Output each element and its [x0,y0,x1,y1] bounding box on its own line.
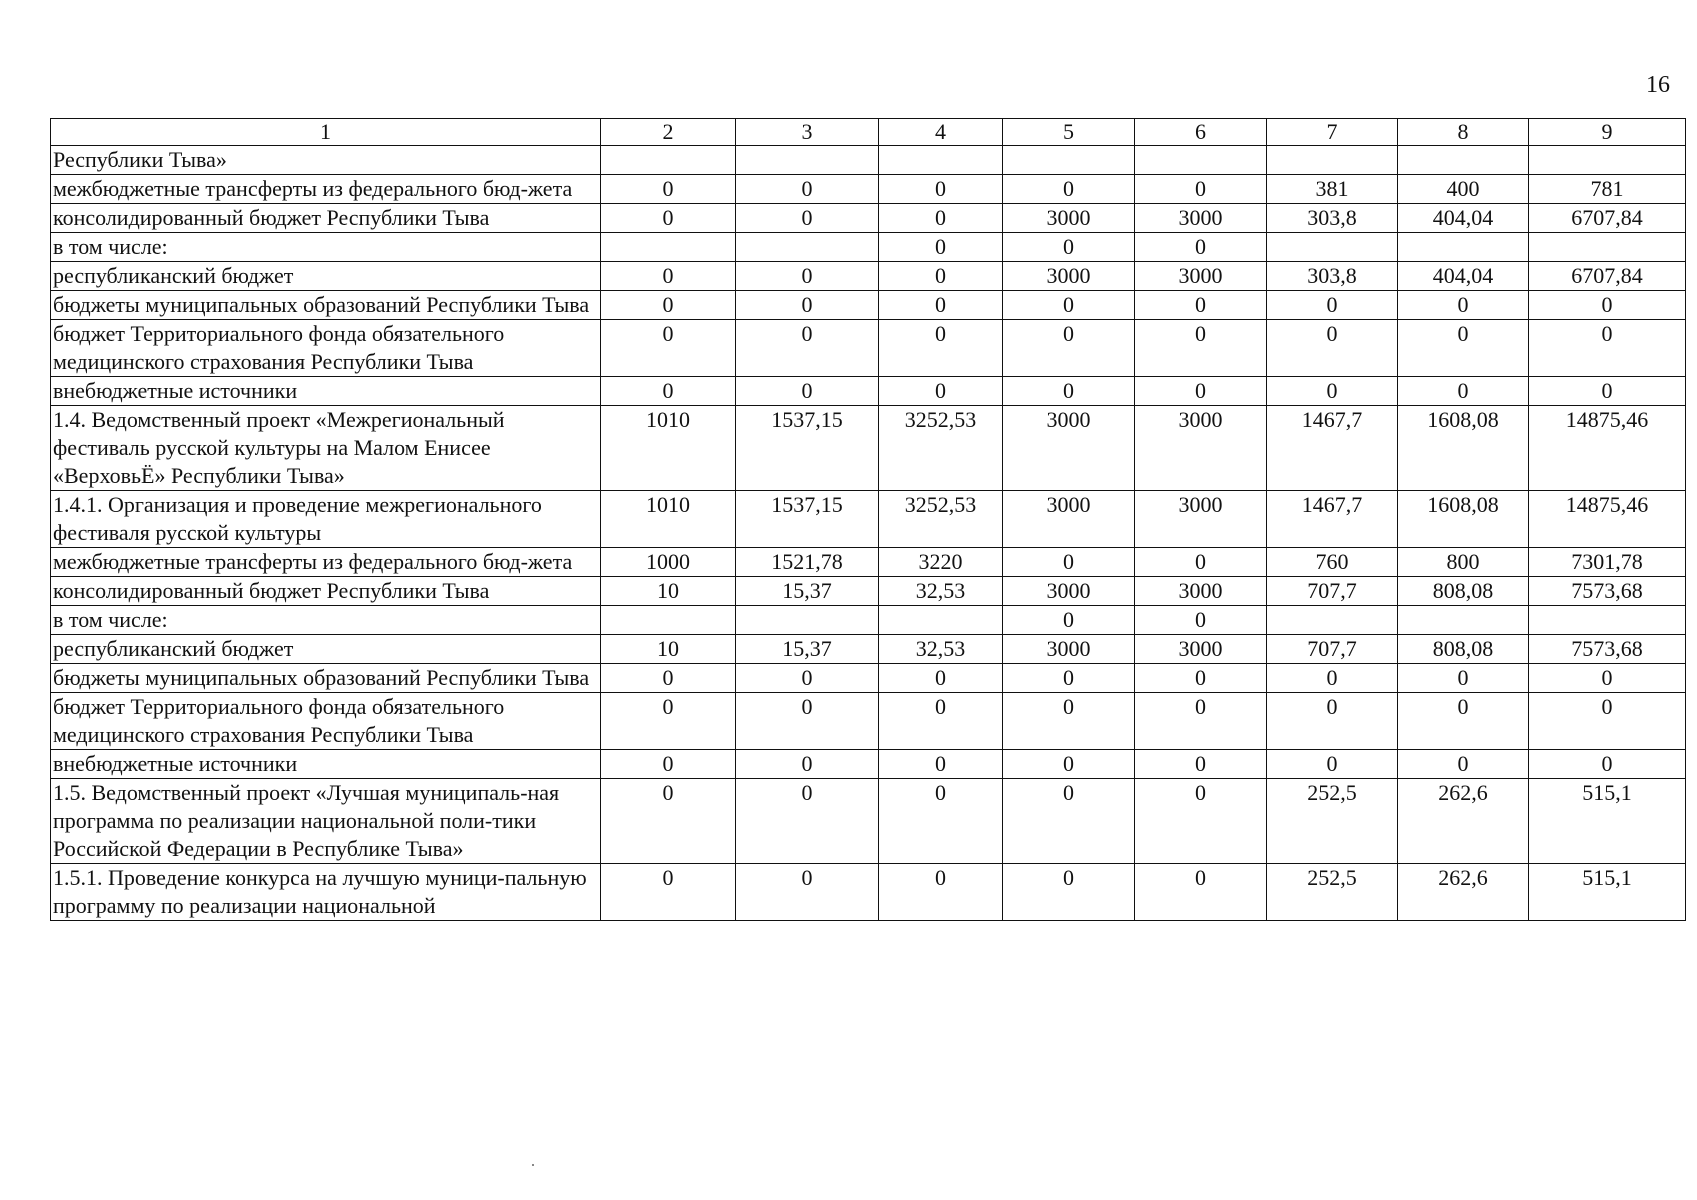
value-cell: 252,5 [1267,779,1398,864]
value-cell: 808,08 [1398,635,1529,664]
table-header-row [51,119,1686,146]
value-cell: 0 [736,693,879,750]
value-cell: 0 [879,233,1003,262]
value-cell: 0 [1529,664,1686,693]
value-cell [736,606,879,635]
value-cell: 0 [1135,291,1267,320]
value-cell [1529,146,1686,175]
table-row [51,635,1686,664]
row-label-cell: внебюджетные источники [51,750,601,779]
column-header: 2 [601,119,736,146]
column-header: 8 [1398,119,1529,146]
value-cell: 0 [879,377,1003,406]
value-cell: 0 [1003,548,1135,577]
value-cell: 0 [1135,664,1267,693]
value-cell [1267,606,1398,635]
value-cell: 0 [1135,864,1267,921]
value-cell: 15,37 [736,577,879,606]
value-cell: 0 [1398,750,1529,779]
row-label-cell: 1.4.1. Организация и проведение межрегионального фестиваля русской культуры [51,491,601,548]
value-cell [1267,146,1398,175]
value-cell: 0 [1003,377,1135,406]
value-cell: 515,1 [1529,779,1686,864]
value-cell: 0 [1135,693,1267,750]
page-number: 16 [1646,72,1670,98]
row-label-cell: бюджет Территориального фонда обязательного медицинского страхования Республики Тыва [51,320,601,377]
value-cell: 3000 [1003,635,1135,664]
value-cell: 0 [879,262,1003,291]
value-cell: 0 [736,779,879,864]
value-cell [1529,233,1686,262]
value-cell: 0 [601,693,736,750]
value-cell: 0 [1003,320,1135,377]
value-cell: 0 [1135,548,1267,577]
value-cell: 3000 [1135,406,1267,491]
table-row [51,664,1686,693]
value-cell [1529,606,1686,635]
value-cell: 0 [1135,175,1267,204]
value-cell: 32,53 [879,635,1003,664]
table-row [51,491,1686,548]
value-cell: 0 [1003,779,1135,864]
value-cell: 0 [601,291,736,320]
value-cell: 0 [1529,320,1686,377]
value-cell: 0 [1398,377,1529,406]
value-cell: 0 [1135,606,1267,635]
table-row [51,291,1686,320]
table-row [51,779,1686,864]
table-row [51,693,1686,750]
value-cell: 3000 [1003,406,1135,491]
value-cell: 0 [601,779,736,864]
value-cell: 3000 [1135,491,1267,548]
value-cell: 0 [736,262,879,291]
table-row [51,262,1686,291]
value-cell: 3000 [1135,577,1267,606]
table-row [51,548,1686,577]
value-cell: 252,5 [1267,864,1398,921]
value-cell [879,146,1003,175]
value-cell: 0 [736,291,879,320]
value-cell: 0 [1003,664,1135,693]
value-cell: 7301,78 [1529,548,1686,577]
value-cell: 3000 [1003,577,1135,606]
value-cell: 1537,15 [736,406,879,491]
value-cell: 0 [736,664,879,693]
value-cell: 3252,53 [879,491,1003,548]
value-cell [736,146,879,175]
value-cell [1135,146,1267,175]
value-cell: 0 [601,262,736,291]
row-label-cell: консолидированный бюджет Республики Тыва [51,577,601,606]
value-cell: 0 [1529,377,1686,406]
row-label-cell: 1.5. Ведомственный проект «Лучшая муниципаль-ная программа по реализации национальной поли-тики Российской Федерации в Республике Тыва» [51,779,601,864]
value-cell: 0 [1398,320,1529,377]
value-cell: 381 [1267,175,1398,204]
value-cell: 0 [1267,664,1398,693]
value-cell: 0 [1267,291,1398,320]
value-cell: 800 [1398,548,1529,577]
value-cell: 400 [1398,175,1529,204]
row-label-cell: межбюджетные трансферты из федерального бюд-жета [51,175,601,204]
value-cell [1398,146,1529,175]
value-cell: 0 [601,664,736,693]
value-cell: 0 [879,750,1003,779]
value-cell: 0 [736,750,879,779]
row-label-cell: 1.5.1. Проведение конкурса на лучшую муници-пальную программу по реализации национальной [51,864,601,921]
value-cell: 0 [879,864,1003,921]
table-row [51,377,1686,406]
value-cell: 1608,08 [1398,491,1529,548]
value-cell: 0 [601,175,736,204]
column-header: 1 [51,119,601,146]
value-cell: 1010 [601,406,736,491]
value-cell: 15,37 [736,635,879,664]
value-cell: 6707,84 [1529,204,1686,233]
value-cell: 1467,7 [1267,406,1398,491]
value-cell: 303,8 [1267,262,1398,291]
table-row [51,175,1686,204]
row-label-cell: в том числе: [51,606,601,635]
value-cell: 6707,84 [1529,262,1686,291]
value-cell: 0 [601,204,736,233]
table-row [51,406,1686,491]
value-cell: 760 [1267,548,1398,577]
value-cell: 404,04 [1398,204,1529,233]
column-header: 4 [879,119,1003,146]
value-cell: 7573,68 [1529,577,1686,606]
value-cell: 707,7 [1267,577,1398,606]
table-row [51,320,1686,377]
value-cell: 1608,08 [1398,406,1529,491]
value-cell: 0 [736,864,879,921]
value-cell: 0 [601,320,736,377]
row-label-cell: бюджеты муниципальных образований Республики Тыва [51,664,601,693]
value-cell: 1000 [601,548,736,577]
value-cell: 0 [1003,175,1135,204]
value-cell: 0 [1529,291,1686,320]
value-cell: 303,8 [1267,204,1398,233]
value-cell: 0 [736,377,879,406]
table-row [51,233,1686,262]
row-label-cell: 1.4. Ведомственный проект «Межрегиональный фестиваль русской культуры на Малом Енисее «ВерховьЁ» Республики Тыва» [51,406,601,491]
value-cell: 0 [879,291,1003,320]
value-cell [879,606,1003,635]
value-cell: 14875,46 [1529,491,1686,548]
value-cell [1003,146,1135,175]
value-cell: 14875,46 [1529,406,1686,491]
column-header: 3 [736,119,879,146]
value-cell: 0 [736,175,879,204]
value-cell: 3000 [1003,262,1135,291]
value-cell [601,146,736,175]
value-cell: 0 [601,377,736,406]
table-row [51,204,1686,233]
value-cell: 0 [1529,693,1686,750]
table-row [51,606,1686,635]
value-cell: 707,7 [1267,635,1398,664]
column-header: 6 [1135,119,1267,146]
value-cell: 0 [1398,664,1529,693]
value-cell: 0 [1135,320,1267,377]
value-cell: 7573,68 [1529,635,1686,664]
value-cell: 781 [1529,175,1686,204]
value-cell [1398,233,1529,262]
row-label-cell: консолидированный бюджет Республики Тыва [51,204,601,233]
row-label-cell: межбюджетные трансферты из федерального бюд-жета [51,548,601,577]
value-cell: 0 [879,320,1003,377]
column-header: 5 [1003,119,1135,146]
column-header: 7 [1267,119,1398,146]
table-row [51,146,1686,175]
row-label-cell: в том числе: [51,233,601,262]
value-cell: 0 [1529,750,1686,779]
value-cell: 0 [1003,233,1135,262]
value-cell [601,606,736,635]
value-cell: 262,6 [1398,864,1529,921]
value-cell: 0 [879,693,1003,750]
value-cell: 3000 [1003,204,1135,233]
value-cell: 0 [1135,779,1267,864]
value-cell: 515,1 [1529,864,1686,921]
row-label-cell: бюджеты муниципальных образований Республики Тыва [51,291,601,320]
value-cell: 0 [601,750,736,779]
value-cell: 0 [736,320,879,377]
value-cell: 0 [1003,750,1135,779]
value-cell: 0 [1267,750,1398,779]
value-cell: 404,04 [1398,262,1529,291]
row-label-cell: внебюджетные источники [51,377,601,406]
value-cell: 1521,78 [736,548,879,577]
value-cell [1398,606,1529,635]
value-cell: 0 [1135,750,1267,779]
value-cell: 0 [1003,291,1135,320]
value-cell: 0 [879,175,1003,204]
row-label-cell: бюджет Территориального фонда обязательного медицинского страхования Республики Тыва [51,693,601,750]
value-cell: 10 [601,635,736,664]
value-cell: 0 [879,204,1003,233]
value-cell: 0 [736,204,879,233]
table-row [51,864,1686,921]
value-cell: 0 [879,779,1003,864]
value-cell: 3220 [879,548,1003,577]
value-cell: 32,53 [879,577,1003,606]
value-cell: 10 [601,577,736,606]
value-cell: 0 [1003,864,1135,921]
value-cell: 0 [601,864,736,921]
value-cell: 0 [879,664,1003,693]
value-cell: 1537,15 [736,491,879,548]
value-cell: 0 [1267,693,1398,750]
value-cell: 0 [1398,291,1529,320]
value-cell [601,233,736,262]
value-cell: 1467,7 [1267,491,1398,548]
value-cell: 0 [1135,377,1267,406]
row-label-cell: республиканский бюджет [51,262,601,291]
budget-table [50,118,1686,921]
value-cell: 0 [1003,606,1135,635]
value-cell: 0 [1267,320,1398,377]
value-cell: 3000 [1135,262,1267,291]
value-cell: 3000 [1135,635,1267,664]
value-cell: 3252,53 [879,406,1003,491]
value-cell [1267,233,1398,262]
table-row [51,577,1686,606]
row-label-cell: Республики Тыва» [51,146,601,175]
value-cell: 3000 [1003,491,1135,548]
value-cell: 3000 [1135,204,1267,233]
value-cell: 0 [1398,693,1529,750]
value-cell: 0 [1267,377,1398,406]
value-cell: 0 [1135,233,1267,262]
value-cell: 262,6 [1398,779,1529,864]
value-cell [736,233,879,262]
value-cell: 808,08 [1398,577,1529,606]
value-cell: 0 [1003,693,1135,750]
table-row [51,750,1686,779]
row-label-cell: республиканский бюджет [51,635,601,664]
column-header: 9 [1529,119,1686,146]
scan-speck [532,1164,534,1166]
value-cell: 1010 [601,491,736,548]
